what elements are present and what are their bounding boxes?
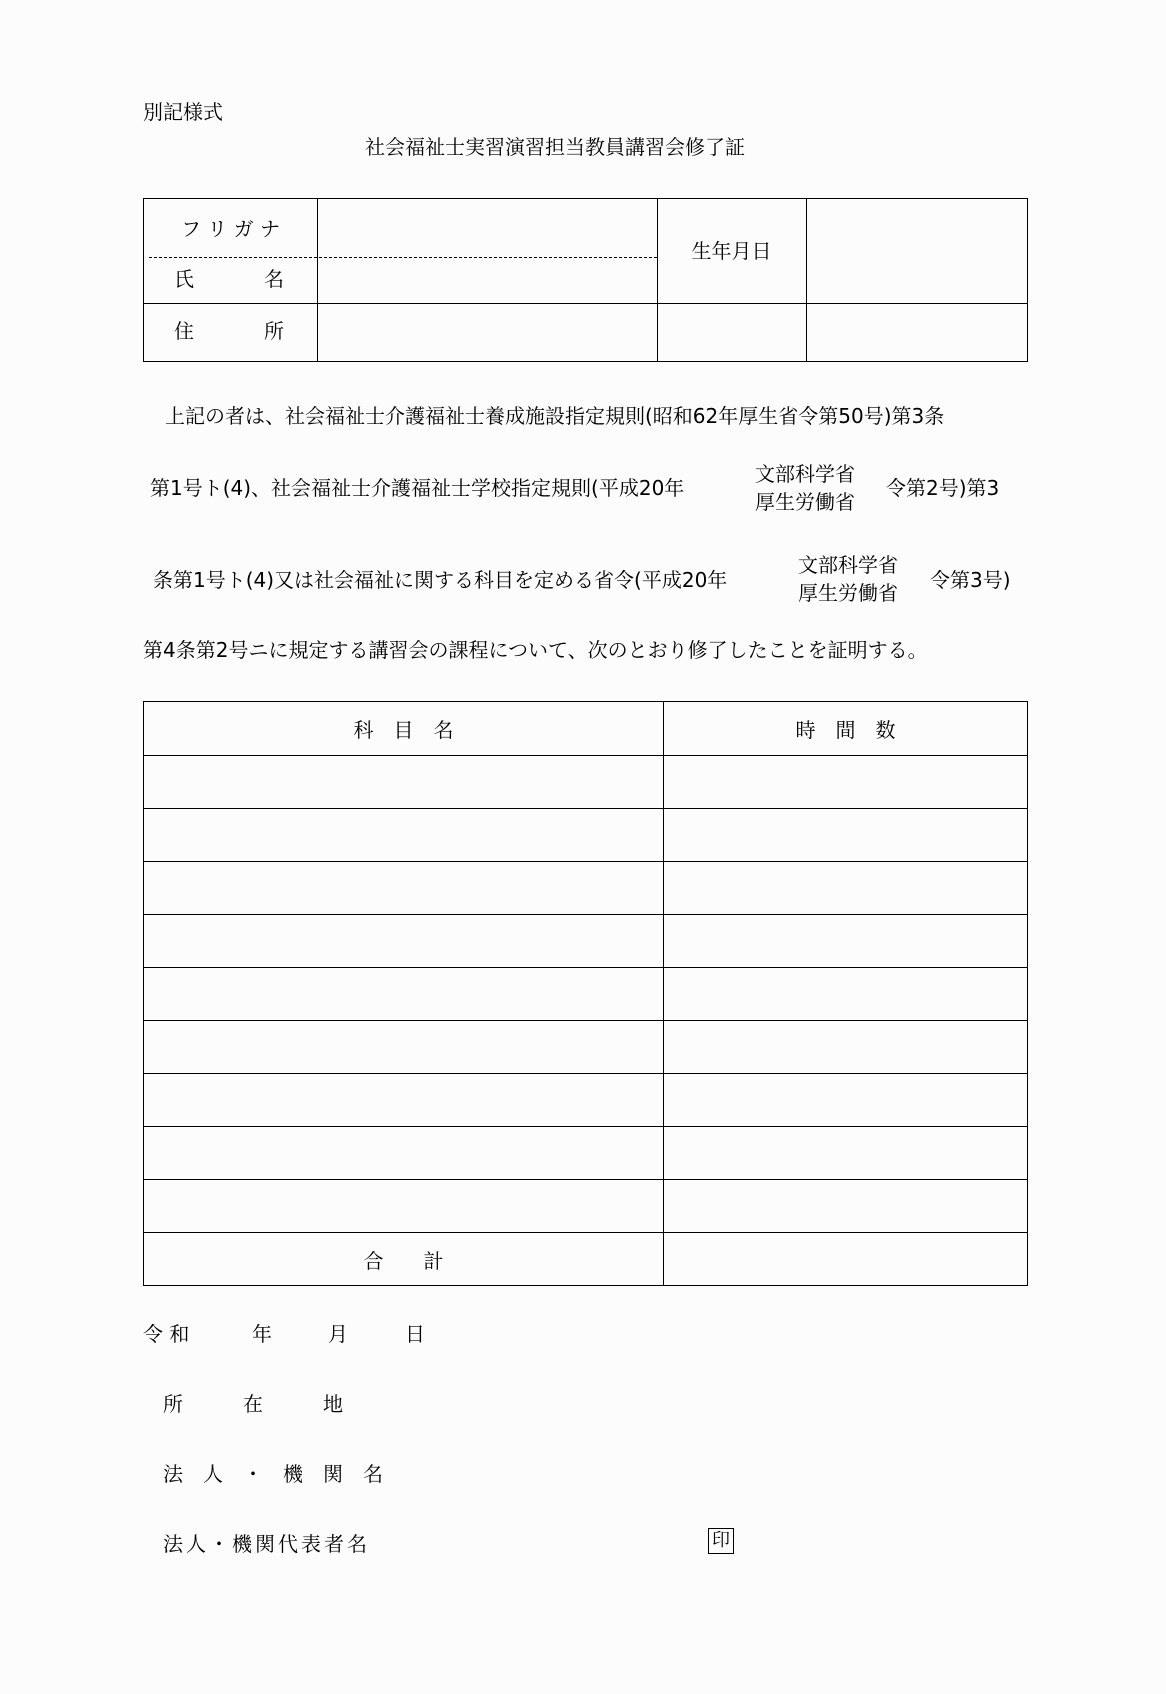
table-row xyxy=(144,1126,1027,1179)
total-label: 合 計 xyxy=(144,1233,664,1285)
ministry-stack-2 xyxy=(798,551,898,607)
subject-cell[interactable] xyxy=(144,1021,664,1073)
table-row xyxy=(144,1020,1027,1073)
subject-cell[interactable] xyxy=(144,968,664,1020)
table-row xyxy=(144,1179,1027,1232)
personal-info-table xyxy=(143,198,1028,362)
table-row xyxy=(144,1073,1027,1126)
furigana-field[interactable] xyxy=(320,201,654,255)
subject-cell[interactable] xyxy=(144,1180,664,1232)
hours-cell[interactable] xyxy=(664,1074,1027,1126)
hours-cell[interactable] xyxy=(664,756,1027,808)
representative-name-label: 法人・機関代表者名 xyxy=(163,1532,370,1556)
body-line-3-before: 条第1号ト(4)又は社会福祉に関する科目を定める省令(平成20年 xyxy=(153,568,728,592)
divider xyxy=(144,303,1027,304)
hours-cell[interactable] xyxy=(664,1021,1027,1073)
date-era: 令 和 xyxy=(143,1322,190,1346)
table-row xyxy=(144,808,1027,861)
ministry-bottom: 厚生労働省 xyxy=(755,490,855,514)
divider xyxy=(806,199,807,361)
subject-cell[interactable] xyxy=(144,809,664,861)
furigana-dashed-divider xyxy=(149,257,657,258)
date-year: 年 xyxy=(252,1322,272,1346)
form-label: 別記様式 xyxy=(143,100,223,124)
body-line-2-before: 第1号ト(4)、社会福祉士介護福祉士学校指定規則(平成20年 xyxy=(150,476,685,500)
total-row xyxy=(144,1232,1027,1285)
birthdate-field[interactable] xyxy=(809,201,1025,301)
divider xyxy=(657,199,658,361)
name-label-2: 名 xyxy=(264,267,284,291)
hours-cell[interactable] xyxy=(664,915,1027,967)
table-row xyxy=(144,967,1027,1020)
subject-header: 科 目 名 xyxy=(144,702,664,755)
hours-cell[interactable] xyxy=(664,809,1027,861)
subject-cell[interactable] xyxy=(144,1127,664,1179)
total-hours-cell[interactable] xyxy=(664,1233,1027,1285)
table-header-row xyxy=(144,702,1027,755)
ministry-stack-1 xyxy=(755,460,855,516)
hours-cell[interactable] xyxy=(664,862,1027,914)
organization-name-label: 法 人 ・ 機 関 名 xyxy=(163,1462,383,1486)
subject-cell[interactable] xyxy=(144,915,664,967)
ministry-top: 文部科学省 xyxy=(798,553,898,577)
divider xyxy=(317,199,318,361)
body-line-2-after: 令第2号)第3 xyxy=(886,476,1000,500)
body-line-1: 上記の者は、社会福祉士介護福祉士養成施設指定規則(昭和62年厚生省令第50号)第3条 xyxy=(165,404,945,428)
date-day: 日 xyxy=(405,1322,425,1346)
table-row xyxy=(144,914,1027,967)
date-month: 月 xyxy=(328,1322,348,1346)
document-title: 社会福祉士実習演習担当教員講習会修了証 xyxy=(365,135,745,159)
seal-icon: 印 xyxy=(708,1528,734,1554)
course-table xyxy=(143,701,1028,1286)
body-line-4: 第4条第2号ニに規定する講習会の課程について、次のとおり修了したことを証明する。 xyxy=(143,638,928,662)
hours-header: 時 間 数 xyxy=(795,718,896,742)
subject-cell[interactable] xyxy=(144,862,664,914)
address-label-2: 所 xyxy=(264,319,284,343)
table-row xyxy=(144,755,1027,808)
table-row xyxy=(144,861,1027,914)
body-line-3-after: 令第3号) xyxy=(930,568,1011,592)
address-label-1: 住 xyxy=(174,319,194,343)
subject-cell[interactable] xyxy=(144,1074,664,1126)
hours-cell[interactable] xyxy=(664,1180,1027,1232)
furigana-label: フ リ ガ ナ xyxy=(180,217,281,241)
hours-cell[interactable] xyxy=(664,1127,1027,1179)
subject-cell[interactable] xyxy=(144,756,664,808)
ministry-top: 文部科学省 xyxy=(755,462,855,486)
birthdate-label: 生年月日 xyxy=(691,239,772,263)
name-label-1: 氏 xyxy=(174,267,194,291)
ministry-bottom: 厚生労働省 xyxy=(798,581,898,605)
hours-cell[interactable] xyxy=(664,968,1027,1020)
address-field[interactable] xyxy=(320,306,654,360)
name-field[interactable] xyxy=(320,260,654,301)
location-label: 所 在 地 xyxy=(163,1392,343,1416)
